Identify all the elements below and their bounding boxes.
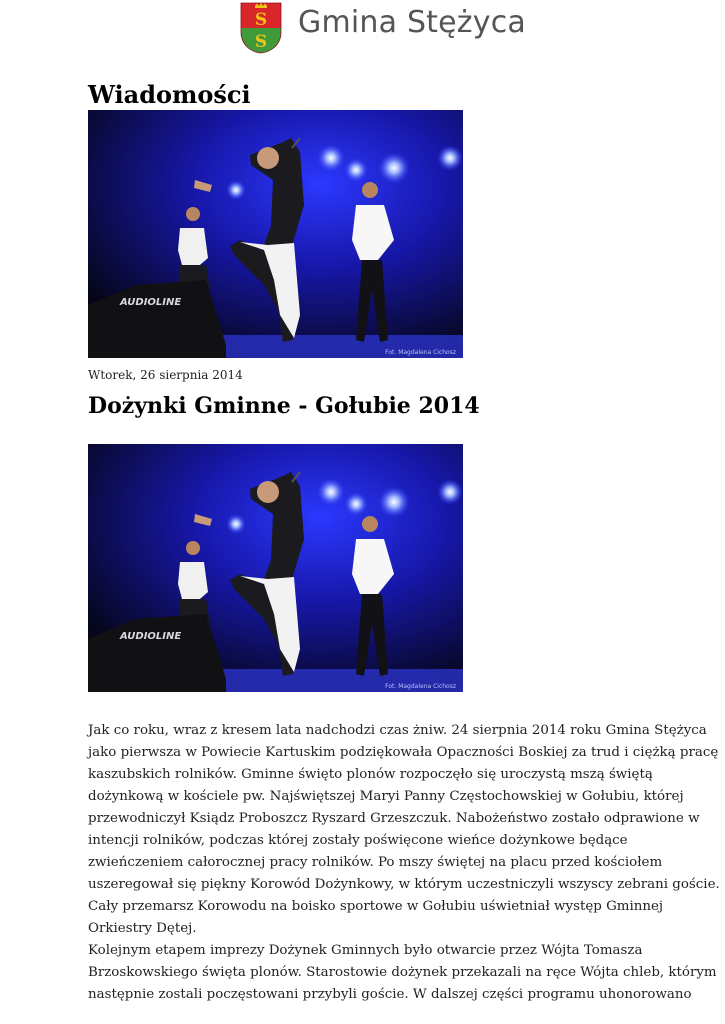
article-body-line: uszeregował się piękny Korowód Dożynkowy, w którym uczestniczyli wszyscy zebrani goście. [88, 877, 720, 892]
photo-credit: Fot. Magdalena Cichosz [385, 349, 456, 356]
article-body-line: dożynkową w kościele pw. Najświętszej Maryi Panny Częstochowskiej w Gołubiu, której [88, 789, 684, 804]
article-title[interactable]: Dożynki Gminne - Gołubie 2014 [88, 393, 480, 419]
article-body-line: przewodniczył Ksiądz Proboszcz Ryszard Grzeszczuk. Nabożeństwo zostało odprawione w [88, 811, 700, 826]
gmina-coat-of-arms-logo[interactable] [240, 2, 282, 54]
speaker-brand-label: AUDIOLINE [120, 297, 182, 308]
site-header [0, 0, 725, 60]
article-body-line: Brzoskowskiego święta plonów. Starostowie dożynek przekazali na ręce Wójta chleb, którym [88, 965, 717, 980]
article-photo-main [88, 444, 463, 692]
article-body-line: intencji rolników, podczas której zostały poświęcone wieńce dożynkowe będące [88, 833, 628, 848]
article-body-line: Cały przemarsz Korowodu na boisko sportowe w Gołubiu uświetniał występ Gminnej [88, 899, 664, 914]
article-body-line: zwieńczeniem całorocznej pracy rolników. Po mszy świętej na placu przed kościołem [88, 855, 663, 870]
section-title: Wiadomości [88, 80, 251, 109]
article-body-line: kaszubskich rolników. Gminne święto plonów rozpoczęło się uroczystą mszą świętą [88, 767, 653, 782]
article-body [88, 720, 720, 1006]
speaker-brand-label: AUDIOLINE [120, 631, 182, 642]
article-date: Wtorek, 26 sierpnia 2014 [88, 368, 243, 382]
article-body-line: Kolejnym etapem imprezy Dożynek Gminnych było otwarcie przez Wójta Tomasza [88, 943, 643, 958]
logo-letter-bottom: S [254, 32, 268, 52]
article-body-line: Jak co roku, wraz z kresem lata nadchodzi czas żniw. 24 sierpnia 2014 roku Gmina Stężyca [88, 723, 707, 738]
site-name[interactable]: Gmina Stężyca [298, 5, 526, 40]
article-body-line: jako pierwsza w Powiecie Kartuskim podziękowała Opaczności Boskiej za trud i ciężką pracę [88, 745, 719, 760]
article-body-line: następnie zostali poczęstowani przybyli goście. W dalszej części programu uhonorowano [88, 987, 692, 1002]
article-body-line: Orkiestry Dętej. [88, 921, 197, 936]
logo-letter-top: S [254, 10, 268, 30]
photo-credit: Fot. Magdalena Cichosz [385, 683, 456, 690]
article-photo-thumbnail[interactable] [88, 110, 463, 358]
